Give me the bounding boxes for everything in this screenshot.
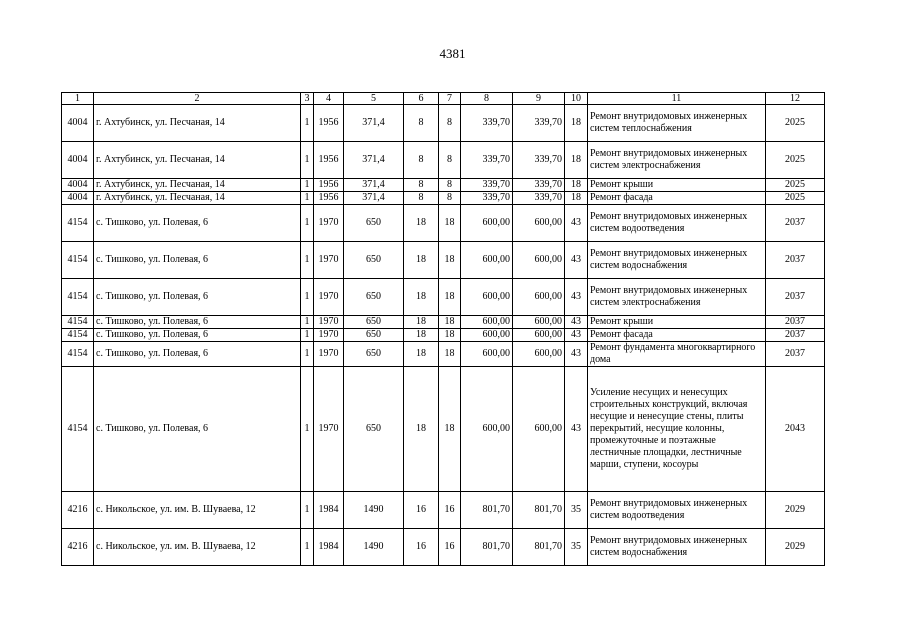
- col6-cell: 16: [404, 529, 439, 566]
- table-row: [62, 242, 825, 279]
- col9-cell: 600,00: [513, 205, 565, 242]
- table-row: [62, 205, 825, 242]
- table-row: [62, 279, 825, 316]
- col7-cell: 8: [439, 142, 461, 179]
- col9-cell: 600,00: [513, 316, 565, 329]
- house-id-cell: 4216: [62, 492, 94, 529]
- col7-cell: 8: [439, 192, 461, 205]
- table-row: [62, 367, 825, 492]
- col3-cell: 1: [301, 179, 314, 192]
- column-header: 1: [62, 93, 94, 105]
- house-id-cell: 4154: [62, 242, 94, 279]
- planned-year-cell: 2037: [766, 205, 825, 242]
- planned-year-cell: 2037: [766, 279, 825, 316]
- planned-year-cell: 2025: [766, 192, 825, 205]
- work-type-cell: Ремонт внутридомовых инженерных систем электроснабжения: [588, 142, 766, 179]
- col3-cell: 1: [301, 242, 314, 279]
- col9-cell: 339,70: [513, 142, 565, 179]
- work-type-cell: Ремонт внутридомовых инженерных систем водоотведения: [588, 205, 766, 242]
- col6-cell: 18: [404, 279, 439, 316]
- col7-cell: 18: [439, 342, 461, 367]
- col9-cell: 600,00: [513, 242, 565, 279]
- col10-cell: 43: [565, 205, 588, 242]
- area-cell: 650: [344, 367, 404, 492]
- col7-cell: 18: [439, 242, 461, 279]
- col9-cell: 600,00: [513, 367, 565, 492]
- table-row: [62, 316, 825, 329]
- planned-year-cell: 2025: [766, 179, 825, 192]
- work-type-cell: Ремонт фундамента многоквартирного дома: [588, 342, 766, 367]
- year-cell: 1970: [314, 367, 344, 492]
- planned-year-cell: 2037: [766, 316, 825, 329]
- area-cell: 371,4: [344, 179, 404, 192]
- column-header: 9: [513, 93, 565, 105]
- work-type-cell: Ремонт фасада: [588, 192, 766, 205]
- planned-year-cell: 2043: [766, 367, 825, 492]
- col10-cell: 35: [565, 529, 588, 566]
- col9-cell: 339,70: [513, 192, 565, 205]
- address-cell: с. Тишково, ул. Полевая, 6: [94, 329, 301, 342]
- work-type-cell: Ремонт внутридомовых инженерных систем теплоснабжения: [588, 105, 766, 142]
- col6-cell: 8: [404, 179, 439, 192]
- area-cell: 371,4: [344, 105, 404, 142]
- col7-cell: 18: [439, 367, 461, 492]
- work-type-cell: Ремонт крыши: [588, 316, 766, 329]
- work-type-cell: Усиление несущих и ненесущих строительных конструкций, включая несущие и ненесущие стены, плиты перекрытий, несущие колонны, промежуточные и поэтажные лестничные площадки, лестничные марши, ступени, косоуры: [588, 367, 766, 492]
- column-header: 7: [439, 93, 461, 105]
- area-cell: 371,4: [344, 192, 404, 205]
- year-cell: 1970: [314, 242, 344, 279]
- col8-cell: 600,00: [461, 367, 513, 492]
- address-cell: с. Тишково, ул. Полевая, 6: [94, 205, 301, 242]
- table-row: [62, 142, 825, 179]
- col3-cell: 1: [301, 329, 314, 342]
- col3-cell: 1: [301, 492, 314, 529]
- col7-cell: 18: [439, 279, 461, 316]
- col3-cell: 1: [301, 142, 314, 179]
- table-row: [62, 179, 825, 192]
- house-id-cell: 4004: [62, 142, 94, 179]
- col7-cell: 18: [439, 329, 461, 342]
- col6-cell: 18: [404, 367, 439, 492]
- col10-cell: 35: [565, 492, 588, 529]
- col10-cell: 18: [565, 192, 588, 205]
- year-cell: 1970: [314, 329, 344, 342]
- area-cell: 1490: [344, 529, 404, 566]
- address-cell: г. Ахтубинск, ул. Песчаная, 14: [94, 192, 301, 205]
- col6-cell: 18: [404, 342, 439, 367]
- column-header: 4: [314, 93, 344, 105]
- col9-cell: 600,00: [513, 279, 565, 316]
- col10-cell: 18: [565, 142, 588, 179]
- address-cell: с. Тишково, ул. Полевая, 6: [94, 367, 301, 492]
- work-type-cell: Ремонт внутридомовых инженерных систем водоснабжения: [588, 529, 766, 566]
- house-id-cell: 4154: [62, 316, 94, 329]
- year-cell: 1984: [314, 492, 344, 529]
- col7-cell: 18: [439, 205, 461, 242]
- table-row: [62, 529, 825, 566]
- column-number-row: [62, 93, 825, 105]
- col10-cell: 43: [565, 329, 588, 342]
- col10-cell: 43: [565, 342, 588, 367]
- col3-cell: 1: [301, 105, 314, 142]
- area-cell: 650: [344, 279, 404, 316]
- col10-cell: 43: [565, 367, 588, 492]
- column-header: 8: [461, 93, 513, 105]
- planned-year-cell: 2025: [766, 105, 825, 142]
- year-cell: 1956: [314, 192, 344, 205]
- col9-cell: 339,70: [513, 105, 565, 142]
- work-type-cell: Ремонт внутридомовых инженерных систем водоотведения: [588, 492, 766, 529]
- col6-cell: 18: [404, 329, 439, 342]
- address-cell: г. Ахтубинск, ул. Песчаная, 14: [94, 179, 301, 192]
- col3-cell: 1: [301, 192, 314, 205]
- col9-cell: 801,70: [513, 529, 565, 566]
- col3-cell: 1: [301, 205, 314, 242]
- column-header: 3: [301, 93, 314, 105]
- col10-cell: 43: [565, 316, 588, 329]
- planned-year-cell: 2025: [766, 142, 825, 179]
- col6-cell: 18: [404, 205, 439, 242]
- address-cell: с. Тишково, ул. Полевая, 6: [94, 279, 301, 316]
- col6-cell: 18: [404, 242, 439, 279]
- col8-cell: 600,00: [461, 342, 513, 367]
- col8-cell: 801,70: [461, 492, 513, 529]
- col10-cell: 18: [565, 179, 588, 192]
- table-row: [62, 342, 825, 367]
- col8-cell: 600,00: [461, 205, 513, 242]
- col3-cell: 1: [301, 529, 314, 566]
- col6-cell: 8: [404, 192, 439, 205]
- col10-cell: 18: [565, 105, 588, 142]
- col6-cell: 18: [404, 316, 439, 329]
- year-cell: 1970: [314, 342, 344, 367]
- address-cell: с. Никольское, ул. им. В. Шуваева, 12: [94, 529, 301, 566]
- work-type-cell: Ремонт фасада: [588, 329, 766, 342]
- table-row: [62, 329, 825, 342]
- year-cell: 1956: [314, 179, 344, 192]
- col9-cell: 339,70: [513, 179, 565, 192]
- year-cell: 1970: [314, 279, 344, 316]
- area-cell: 650: [344, 342, 404, 367]
- col3-cell: 1: [301, 279, 314, 316]
- planned-year-cell: 2037: [766, 329, 825, 342]
- column-header: 11: [588, 93, 766, 105]
- year-cell: 1970: [314, 316, 344, 329]
- address-cell: с. Никольское, ул. им. В. Шуваева, 12: [94, 492, 301, 529]
- address-cell: с. Тишково, ул. Полевая, 6: [94, 342, 301, 367]
- house-id-cell: 4154: [62, 367, 94, 492]
- col9-cell: 600,00: [513, 342, 565, 367]
- house-id-cell: 4004: [62, 105, 94, 142]
- col3-cell: 1: [301, 342, 314, 367]
- table-row: [62, 192, 825, 205]
- col8-cell: 339,70: [461, 179, 513, 192]
- work-type-cell: Ремонт внутридомовых инженерных систем электроснабжения: [588, 279, 766, 316]
- page-number: 4381: [439, 46, 466, 61]
- year-cell: 1956: [314, 142, 344, 179]
- house-id-cell: 4216: [62, 529, 94, 566]
- col8-cell: 600,00: [461, 316, 513, 329]
- work-type-cell: Ремонт крыши: [588, 179, 766, 192]
- year-cell: 1970: [314, 205, 344, 242]
- repair-schedule-table: [61, 92, 825, 566]
- col3-cell: 1: [301, 367, 314, 492]
- col10-cell: 43: [565, 279, 588, 316]
- area-cell: 650: [344, 329, 404, 342]
- col9-cell: 600,00: [513, 329, 565, 342]
- col3-cell: 1: [301, 316, 314, 329]
- planned-year-cell: 2037: [766, 242, 825, 279]
- col8-cell: 600,00: [461, 329, 513, 342]
- house-id-cell: 4004: [62, 192, 94, 205]
- year-cell: 1956: [314, 105, 344, 142]
- column-header: 2: [94, 93, 301, 105]
- table-row: [62, 492, 825, 529]
- column-header: 5: [344, 93, 404, 105]
- address-cell: с. Тишково, ул. Полевая, 6: [94, 316, 301, 329]
- column-header: 6: [404, 93, 439, 105]
- col7-cell: 16: [439, 529, 461, 566]
- col6-cell: 8: [404, 105, 439, 142]
- col6-cell: 16: [404, 492, 439, 529]
- year-cell: 1984: [314, 529, 344, 566]
- area-cell: 650: [344, 205, 404, 242]
- col7-cell: 16: [439, 492, 461, 529]
- col7-cell: 18: [439, 316, 461, 329]
- house-id-cell: 4154: [62, 279, 94, 316]
- area-cell: 1490: [344, 492, 404, 529]
- house-id-cell: 4154: [62, 329, 94, 342]
- col8-cell: 600,00: [461, 242, 513, 279]
- col8-cell: 339,70: [461, 142, 513, 179]
- house-id-cell: 4154: [62, 205, 94, 242]
- col8-cell: 339,70: [461, 105, 513, 142]
- col8-cell: 339,70: [461, 192, 513, 205]
- col10-cell: 43: [565, 242, 588, 279]
- planned-year-cell: 2029: [766, 529, 825, 566]
- col7-cell: 8: [439, 105, 461, 142]
- table-row: [62, 105, 825, 142]
- column-header: 10: [565, 93, 588, 105]
- col9-cell: 801,70: [513, 492, 565, 529]
- column-header: 12: [766, 93, 825, 105]
- planned-year-cell: 2029: [766, 492, 825, 529]
- area-cell: 371,4: [344, 142, 404, 179]
- area-cell: 650: [344, 316, 404, 329]
- address-cell: г. Ахтубинск, ул. Песчаная, 14: [94, 142, 301, 179]
- col8-cell: 801,70: [461, 529, 513, 566]
- house-id-cell: 4154: [62, 342, 94, 367]
- col6-cell: 8: [404, 142, 439, 179]
- area-cell: 650: [344, 242, 404, 279]
- col8-cell: 600,00: [461, 279, 513, 316]
- address-cell: г. Ахтубинск, ул. Песчаная, 14: [94, 105, 301, 142]
- planned-year-cell: 2037: [766, 342, 825, 367]
- address-cell: с. Тишково, ул. Полевая, 6: [94, 242, 301, 279]
- house-id-cell: 4004: [62, 179, 94, 192]
- work-type-cell: Ремонт внутридомовых инженерных систем водоснабжения: [588, 242, 766, 279]
- col7-cell: 8: [439, 179, 461, 192]
